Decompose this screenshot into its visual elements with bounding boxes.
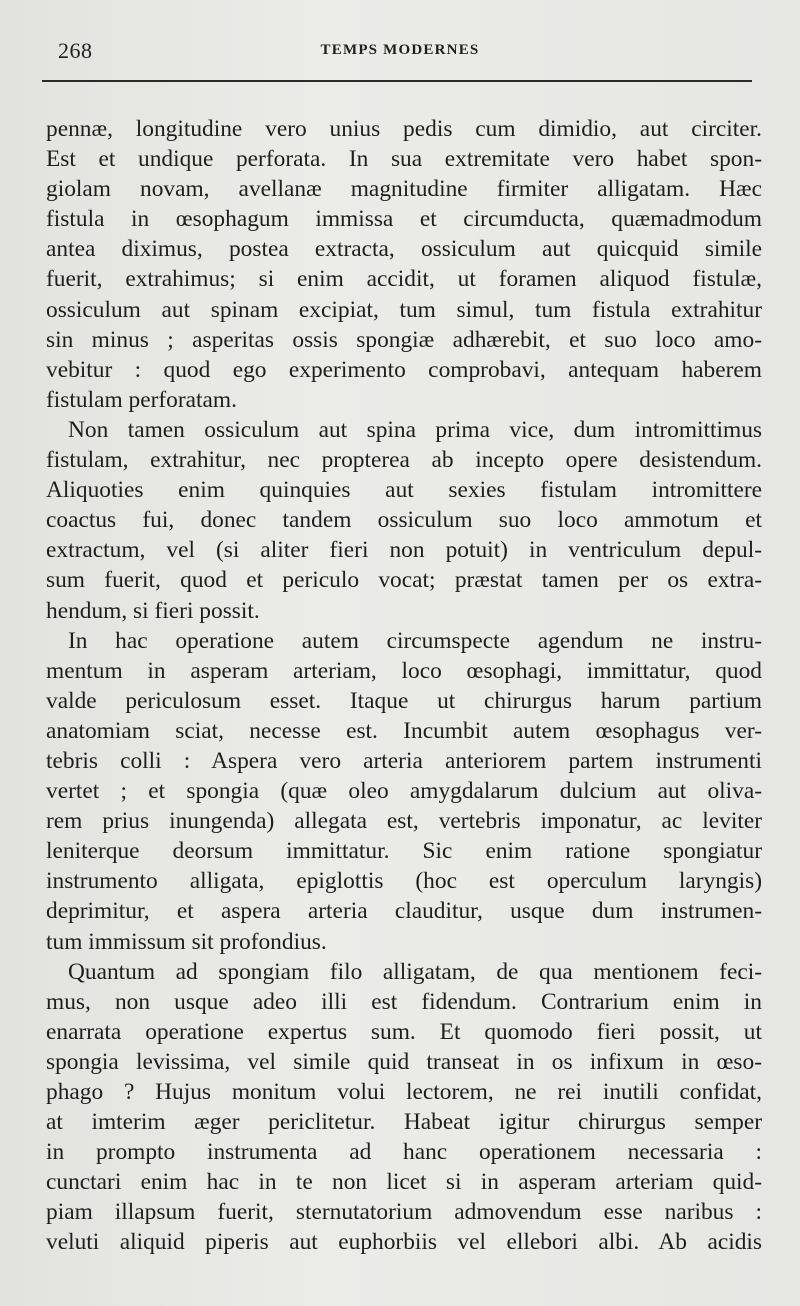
text-line: vertet ; et spongia (quæ oleo amygdalarum dulcium aut oliva-: [46, 778, 762, 805]
text-line: instrumento alligata, epiglottis (hoc est operculum laryngis): [46, 868, 762, 895]
text-line: tebris colli : Aspera vero arteria anteriorem partem instrumenti: [46, 747, 762, 774]
text-line: ossiculum aut spinam excipiat, tum simul, tum fistula extrahitur: [46, 296, 762, 323]
header-rule: [42, 80, 752, 82]
text-line: fuerit, extrahimus; si enim accidit, ut foramen aliquod fistulæ,: [46, 266, 762, 293]
text-line: phago ? Hujus monitum volui lectorem, ne rei inutili confidat,: [46, 1079, 762, 1105]
text-line: veluti aliquid piperis aut euphorbiis vel ellebori albi. Ab acidis: [46, 1229, 762, 1256]
text-line: leniterque deorsum immittatur. Sic enim ratione spongiatur: [46, 838, 762, 865]
text-line: at imterim æger periclitetur. Habeat igitur chirurgus semper: [46, 1109, 762, 1136]
paragraph: [46, 626, 762, 957]
text-line: rem prius inungenda) allegata est, vertebris imponatur, ac leviter: [46, 808, 762, 835]
text-line: Aliquoties enim quinquies aut sexies fistulam intromittere: [46, 477, 762, 504]
running-head: TEMPS MODERNES: [320, 42, 480, 58]
text-line: mus, non usque adeo illi est fidendum. Contrarium enim in: [46, 988, 762, 1015]
text-line: giolam novam, avellanæ magnitudine firmiter alligatam. Hæc: [46, 176, 762, 203]
paragraph: [46, 415, 762, 626]
text-line: mentum in asperam arteriam, loco œsophagi, immittatur, quod: [46, 657, 762, 684]
page-number: 268: [58, 38, 93, 63]
text-line: hendum, si fieri possit.: [46, 597, 260, 624]
text-line: vebitur : quod ego experimento comprobavi, antequam haberem: [46, 356, 762, 383]
text-line: In hac operatione autem circumspecte agendum ne instru-: [68, 627, 762, 654]
text-line: coactus fui, donec tandem ossiculum suo loco ammotum et: [46, 507, 762, 534]
text-line: anatomiam sciat, necesse est. Incumbit autem œsophagus ver-: [46, 717, 762, 744]
text-line: in prompto instrumenta ad hanc operationem necessaria :: [46, 1139, 762, 1166]
text-line: fistulam, extrahitur, nec propterea ab incepto opere desistendum.: [46, 447, 762, 474]
text-line: deprimitur, et aspera arteria clauditur, usque dum instrumen-: [46, 898, 762, 925]
text-line: extractum, vel (si aliter fieri non potuit) in ventriculum depul-: [46, 537, 762, 564]
text-line: fistula in œsophagum immissa et circumducta, quæmadmodum: [46, 206, 762, 233]
text-line: antea diximus, postea extracta, ossiculum aut quicquid simile: [46, 236, 762, 263]
text-line: valde periculosum esset. Itaque ut chirurgus harum partium: [46, 687, 762, 714]
paragraph: [46, 114, 762, 415]
text-line: Quantum ad spongiam filo alligatam, de qua mentionem feci-: [68, 958, 762, 985]
paragraph: [46, 957, 762, 1258]
text-line: piam illapsum fuerit, sternutatorium admovendum esse naribus :: [46, 1199, 762, 1226]
text-line: sin minus ; asperitas ossis spongiæ adhærebit, et suo loco amo-: [46, 326, 762, 353]
text-line: enarrata operatione expertus sum. Et quomodo fieri possit, ut: [46, 1018, 762, 1045]
text-line: cunctari enim hac in te non licet si in asperam arteriam quid-: [46, 1169, 762, 1196]
text-line: Non tamen ossiculum aut spina prima vice, dum intromittimus: [68, 416, 762, 443]
text-line: Est et undique perforata. In sua extremitate vero habet spon-: [46, 146, 762, 173]
page-header: [48, 38, 752, 68]
text-line: spongia levissima, vel simile quid transeat in os infixum in œso-: [46, 1048, 762, 1075]
body-text: [46, 114, 762, 1258]
text-line: tum immissum sit profondius.: [46, 928, 327, 955]
text-line: fistulam perforatam.: [46, 386, 237, 413]
text-line: pennæ, longitudine vero unius pedis cum dimidio, aut circiter.: [46, 116, 762, 142]
text-line: sum fuerit, quod et periculo vocat; præstat tamen per os extra-: [46, 567, 762, 594]
